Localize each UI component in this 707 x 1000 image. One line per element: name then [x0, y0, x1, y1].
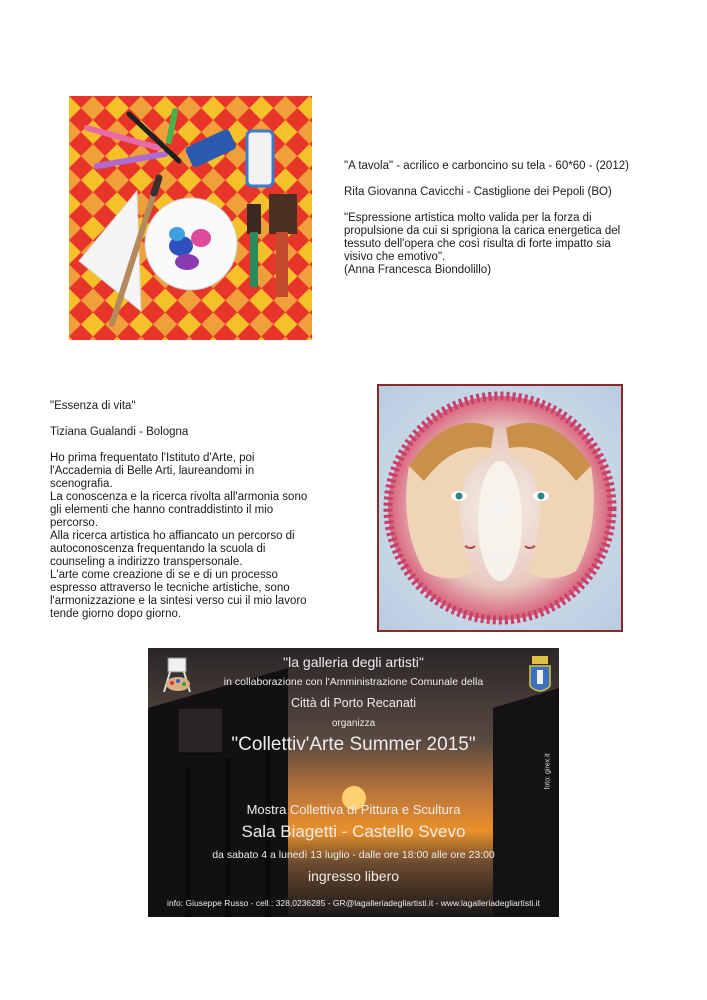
- poster-dates: da sabato 4 a lunedì 13 luglio - dalle ore 18:00 alle ore 23:00: [212, 849, 495, 861]
- review-line: "Espressione artistica molto valida per la forza di: [344, 212, 592, 224]
- artist-bio: [50, 452, 350, 621]
- artwork-a-tavola-caption: [344, 160, 684, 277]
- poster-venue: Sala Biagetti - Castello Svevo: [241, 822, 466, 841]
- bio-line: espresso attraverso le tecniche artistiche, sono: [50, 582, 290, 594]
- poster-organizza: organizza: [331, 718, 376, 729]
- bio-line: gli elementi che hanno contraddistinto il mio: [50, 504, 274, 516]
- bio-line: l'Accademia di Belle Arti, laureandomi in: [50, 465, 255, 477]
- bio-line: L'arte come creazione di se e di un processo: [50, 569, 278, 581]
- bio-line: tende giorno dopo giorno.: [50, 608, 182, 620]
- photo-credit-wrap: [542, 744, 554, 804]
- bio-line: scenografia.: [50, 478, 113, 490]
- bio-line: La conoscenza e la ricerca rivolta all'armonia sono: [50, 491, 308, 503]
- review-line: tessuto dell'opera che così risulta di forte impatto sia: [344, 238, 611, 250]
- bio-line: Ho prima frequentato l'Istituto d'Arte, poi: [50, 452, 255, 464]
- poster-city: Città di Porto Recanati: [290, 696, 417, 710]
- poster-event-title: "Collettiv'Arte Summer 2015": [231, 734, 476, 755]
- bio-line: autoconoscenza frequentando la scuola di: [50, 543, 266, 555]
- review-author: (Anna Francesca Biondolillo): [344, 264, 492, 276]
- review-line: visivo che emotivo".: [344, 251, 446, 263]
- poster-info: info: Giuseppe Russo - cell.: 328,0236285 - GR@lagalleriadegliartisti.it - www.lagalleriadegliartisti.it: [167, 898, 540, 908]
- poster-entry: ingresso libero: [307, 868, 400, 884]
- bio-line: percorso.: [50, 517, 98, 529]
- bio-line: l'armonizzazione e la sintesi verso cui il mio lavoro: [50, 595, 307, 607]
- poster-photo-credit: foto: girex.it: [544, 753, 552, 790]
- bio-line: counseling a indirizzo transpersonale.: [50, 556, 243, 568]
- artist-name: Tiziana Gualandi - Bologna: [50, 426, 189, 438]
- poster-collaboration: in collaborazione con l'Amministrazione Comunale della: [223, 676, 484, 688]
- artwork-title: "Essenza di vita": [50, 400, 136, 412]
- event-poster: [148, 648, 559, 917]
- review-line: propulsione da cui si sprigiona la carica energetica del: [344, 225, 621, 237]
- artwork-title: "A tavola" - acrilico e carboncino su tela - 60*60 - (2012): [344, 160, 629, 172]
- artwork-a-tavola-image: [69, 96, 312, 340]
- artist-name: Rita Giovanna Cavicchi - Castiglione dei Pepoli (BO): [344, 186, 612, 198]
- poster-organizer: "la galleria degli artisti": [283, 654, 424, 670]
- artwork-essenza-di-vita-image: [377, 384, 623, 632]
- bio-line: Alla ricerca artistica ho affiancato un percorso di: [50, 530, 295, 542]
- poster-exhibition: Mostra Collettiva di Pittura e Scultura: [246, 802, 461, 817]
- critic-review: [344, 212, 684, 277]
- artwork-essenza-caption: [50, 400, 350, 621]
